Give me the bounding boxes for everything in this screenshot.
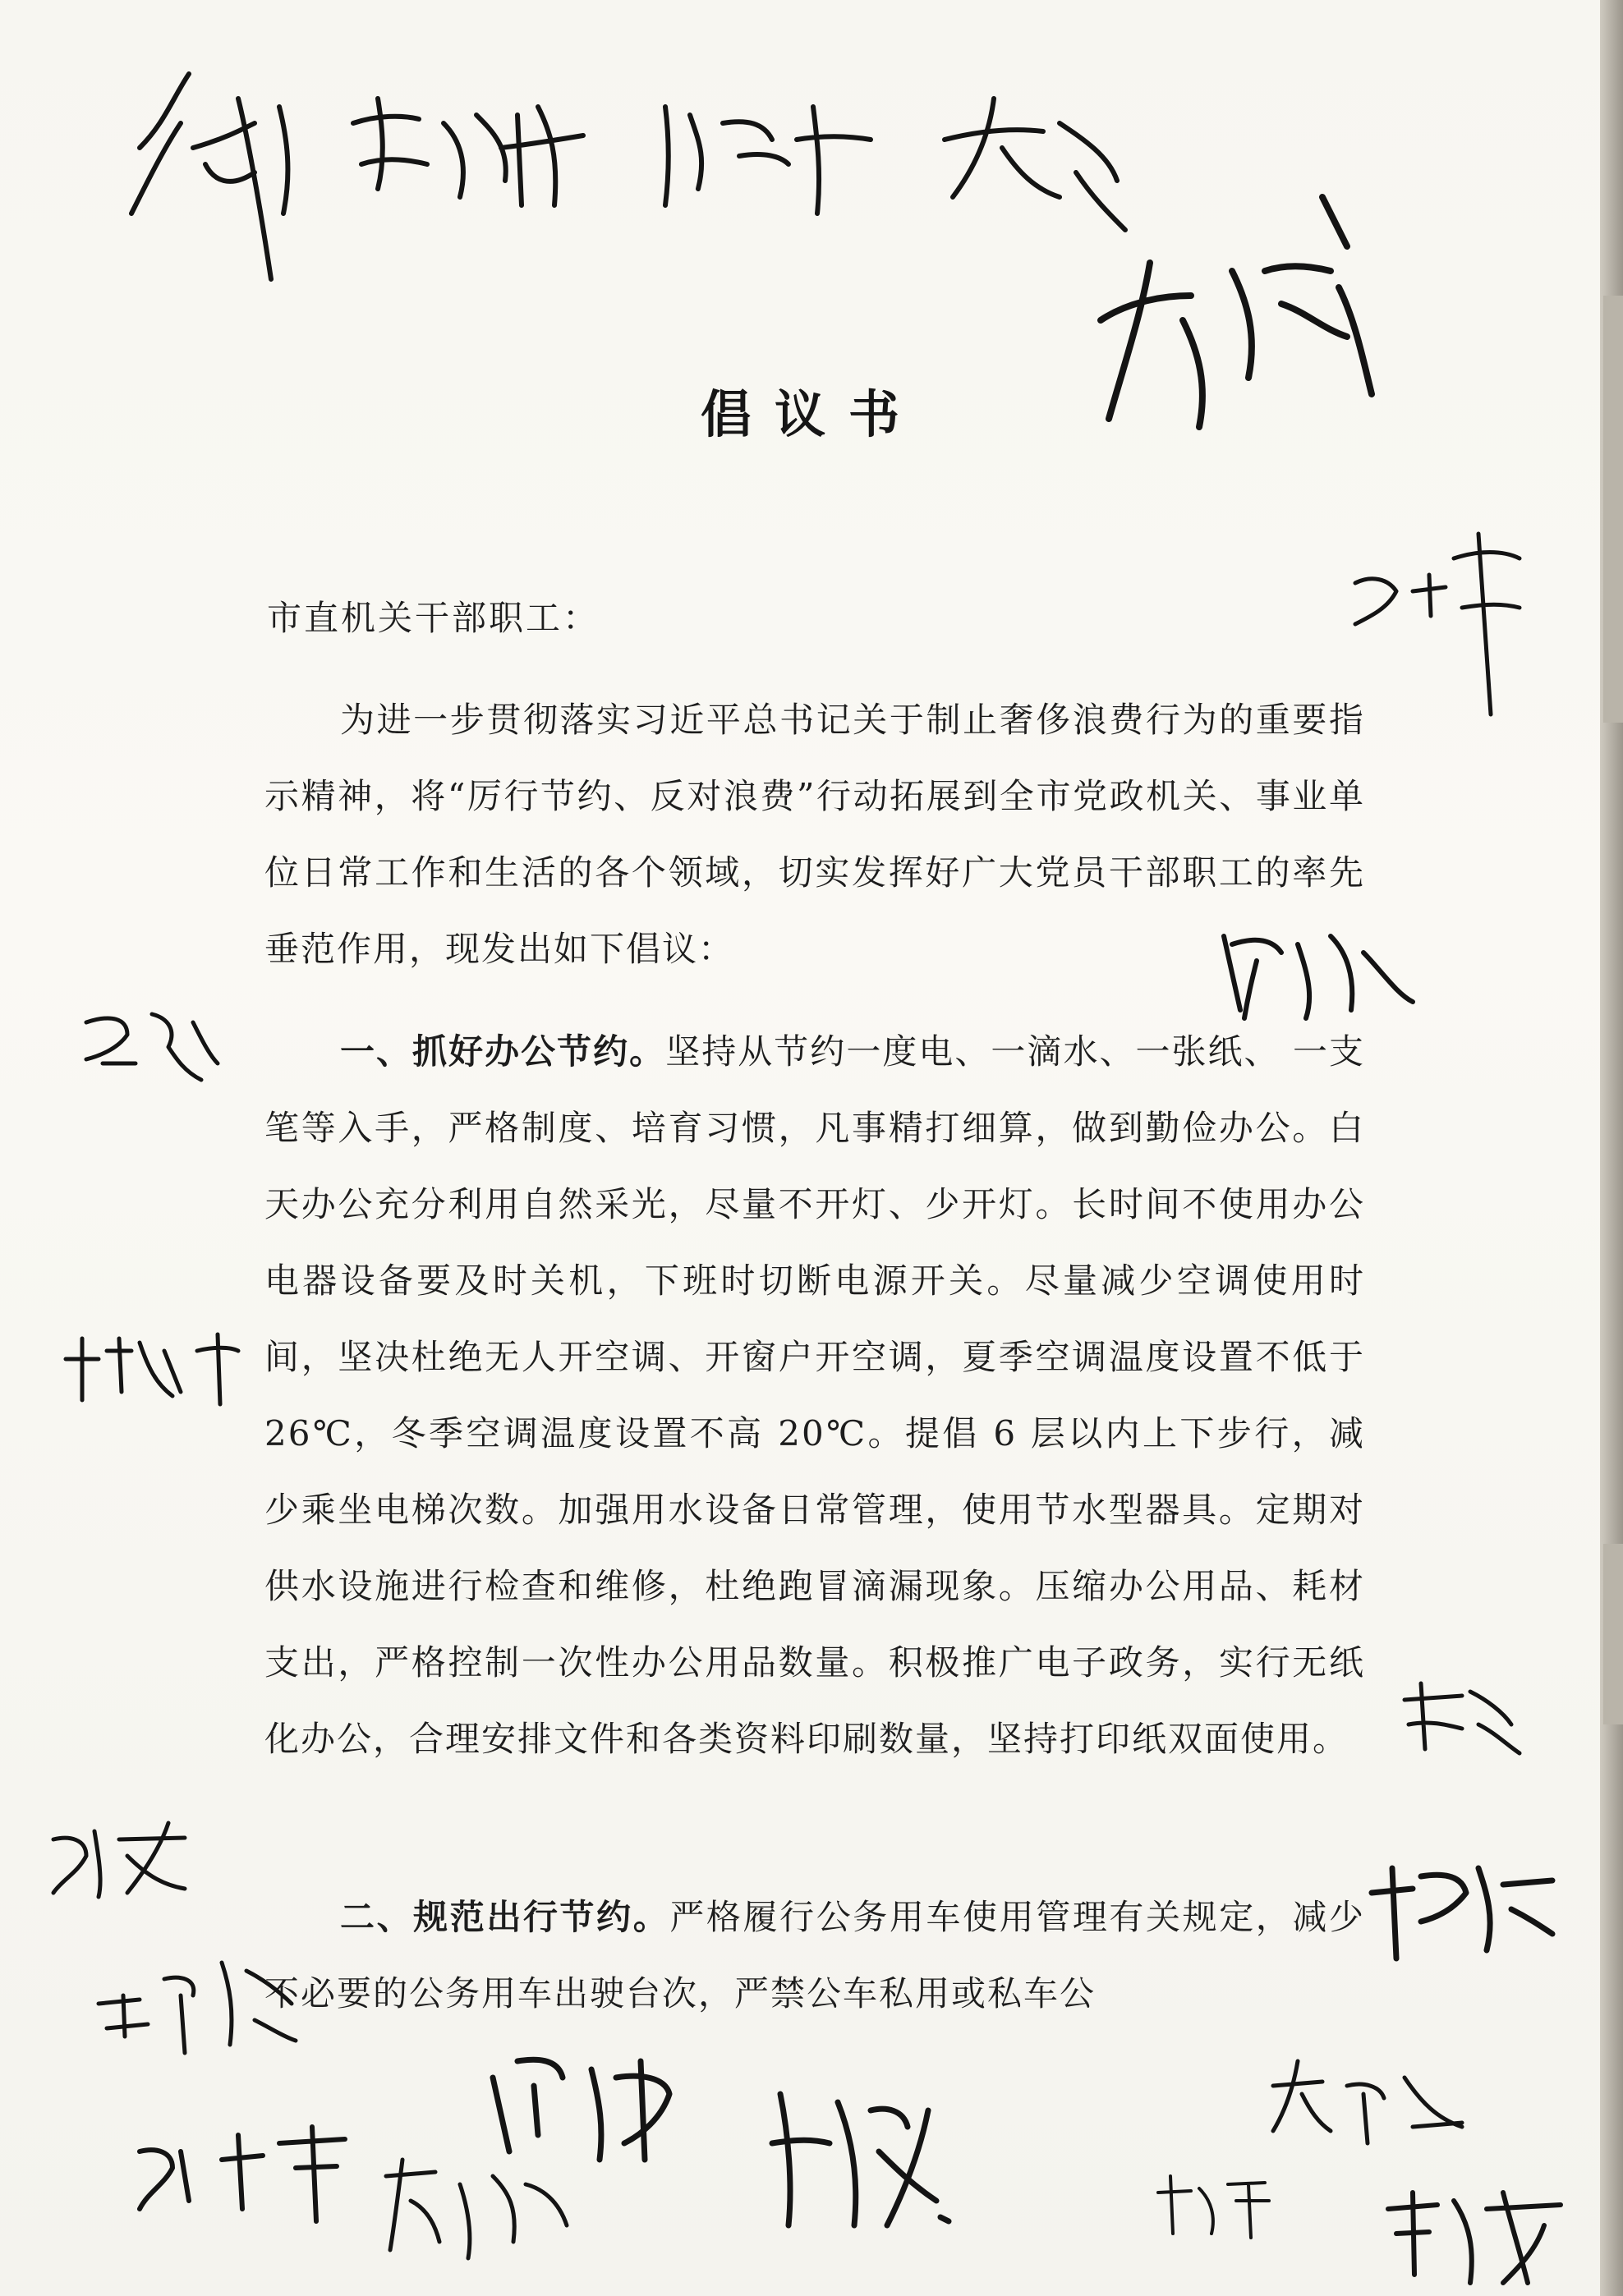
intro-paragraph: 为进一步贯彻落实习近平总书记关于制止奢侈浪费行为的重要指示精神，将“厉行节约、反对浪费”行动拓展到全市党政机关、事业单位日常工作和生活的各个领域，切实发挥好广大党员干部职工的率先垂范作用，现发出如下倡议：: [264, 700, 1365, 969]
section-1-heading: 一、抓好办公节约。: [340, 1031, 666, 1072]
signature-zhang-min: [45, 1815, 201, 1905]
signature-huo-lina: [378, 2151, 575, 2266]
signature-he-kun: [476, 2045, 690, 2168]
signature-zhang-xin: [115, 49, 312, 296]
scan-edge-mark: [1603, 1544, 1623, 1724]
section-1-paragraph: [264, 1013, 1365, 1777]
signature-yang-moming: [1363, 1852, 1561, 1967]
salutation: 市直机关干部职工：: [267, 598, 600, 638]
signature-dong-li: [1396, 1675, 1528, 1766]
section-2-paragraph: [264, 1879, 1365, 2032]
signature-li-yongyuan: [1265, 2053, 1470, 2151]
signature-wang-ziyang: [90, 1946, 304, 2069]
scan-edge-mark: [1603, 296, 1623, 723]
signature-zhao-mingkun: [345, 90, 591, 222]
signature-cheng-yali: [1150, 2168, 1281, 2242]
signature-ma-shiping: [1339, 509, 1544, 723]
document-title: 倡议书: [700, 384, 922, 444]
signature-zhang-yuhua: [131, 2119, 353, 2225]
section-2-body: 严格履行公务用车使用管理有关规定，减少不必要的公务用车出驶台次，严禁公车私用或私车公: [264, 1897, 1365, 2014]
signature-zhao-xuewen: [1076, 172, 1388, 443]
signature-li-jianhua: [1207, 912, 1421, 1035]
signature-xing-chuo: [1380, 2176, 1569, 2291]
signature-sun-xiao: [764, 2061, 969, 2242]
signature-du-xinyu: [57, 1326, 246, 1408]
signature-ma-jun: [78, 998, 226, 1088]
signature-yan-zhijun: [649, 90, 879, 222]
section-2-heading: 二、规范出行节约。: [340, 1897, 670, 1937]
section-1-body: 坚持从节约一度电、一滴水、一张纸、 一支笔等入手，严格制度、培育习惯，凡事精打细算，做到勤俭办公。白天办公充分利用自然采光，尽量不开灯、少开灯。长时间不使用办公电器设备要及时关机，下班时切断电源开关。尽量减少空调使用时间，坚决杜绝无人开空调、开窗户开空调，夏季空调温度设置不低于 26℃，冬季空调温度设置不高 20℃。提倡 6 层以内上下步行，减少乘坐电梯次数。加强用水设备日常管理，使用节水型器具。定期对供水设施进行检查和维修，杜绝跑冒滴漏现象。压缩办公用品、耗材支出，严格控制一次性办公用品数量。积极推广电子政务，实行无纸化办公，合理安排文件和各类资料印刷数量，坚持打印纸双面使用。: [264, 1031, 1365, 1759]
